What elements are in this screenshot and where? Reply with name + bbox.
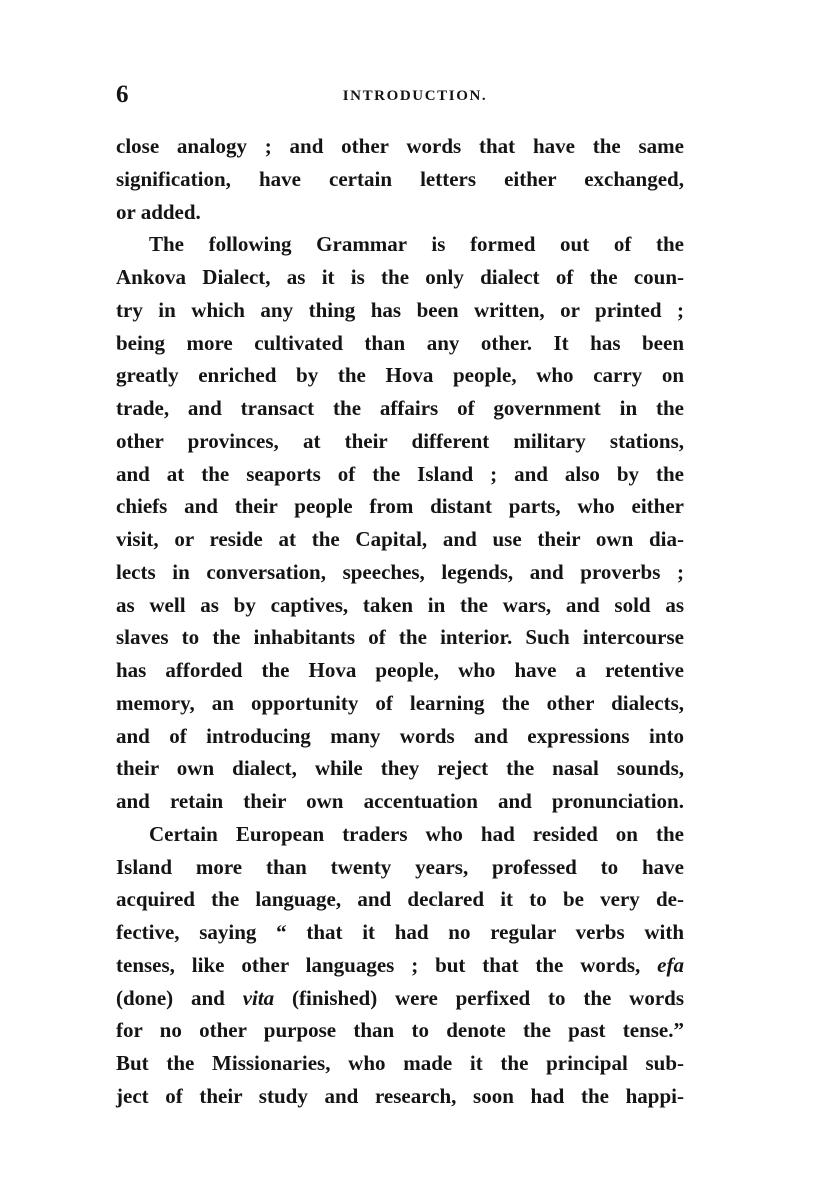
text-line: for no other purpose than to denote the past tense.”	[116, 1018, 684, 1043]
text-line: their own dialect, while they reject the nasal sounds,	[116, 756, 684, 781]
text-line: fective, saying “ that it had no regular verbs with	[116, 920, 684, 944]
text-line	[116, 949, 684, 982]
text-line: ject of their study and research, soon had the happi-	[116, 1083, 684, 1108]
text-line: or added.	[116, 199, 201, 224]
text-line: The following Grammar is formed out of the	[149, 232, 684, 257]
italic-term: vita	[242, 985, 275, 1010]
text-line: signification, have certain letters either exchanged,	[116, 166, 684, 191]
text-line: But the Missionaries, who made it the principal sub-	[116, 1051, 684, 1075]
text-line	[116, 982, 684, 1015]
text-line: Island more than twenty years, professed to have	[116, 854, 684, 879]
text-line: Ankova Dialect, as it is the only dialect of the coun-	[116, 265, 684, 289]
text-line: Certain European traders who had resided on the	[149, 821, 684, 846]
text-line: trade, and transact the affairs of government in the	[116, 396, 684, 420]
text-line: try in which any thing has been written, or printed ;	[116, 297, 684, 322]
text-segment: (done) and	[116, 985, 225, 1010]
text-line: and of introducing many words and expressions into	[116, 723, 684, 748]
body-text	[116, 130, 684, 1113]
page-header	[116, 80, 686, 114]
text-line: has afforded the Hova people, who have a retentive	[116, 658, 684, 682]
running-head: INTRODUCTION.	[342, 88, 488, 104]
text-line: chiefs and their people from distant parts, who either	[116, 494, 684, 519]
text-line: being more cultivated than any other. It has been	[116, 330, 684, 355]
text-line: greatly enriched by the Hova people, who carry on	[116, 363, 684, 388]
page-number: 6	[116, 81, 129, 108]
text-line: visit, or reside at the Capital, and use their own dia-	[116, 527, 684, 551]
text-line: acquired the language, and declared it to be very de-	[116, 887, 684, 912]
text-line: close analogy ; and other words that have the same	[116, 134, 684, 158]
text-line: other provinces, at their different military stations,	[116, 428, 684, 453]
text-line: slaves to the inhabitants of the interior. Such intercourse	[116, 625, 684, 650]
paragraph	[116, 228, 684, 818]
paragraph	[116, 818, 684, 1113]
italic-term: efa	[657, 952, 684, 977]
paragraph	[116, 130, 684, 228]
text-line: memory, an opportunity of learning the other dialects,	[116, 690, 684, 715]
text-segment: tenses, like other languages ; but that the words,	[116, 952, 641, 977]
text-line: lects in conversation, speeches, legends, and proverbs ;	[116, 559, 684, 584]
text-segment: (finished) were perfixed to the words	[292, 985, 685, 1010]
text-line: and retain their own accentuation and pronunciation.	[116, 789, 684, 813]
text-line: and at the seaports of the Island ; and also by the	[116, 461, 684, 486]
text-line: as well as by captives, taken in the wars, and sold as	[116, 592, 684, 617]
